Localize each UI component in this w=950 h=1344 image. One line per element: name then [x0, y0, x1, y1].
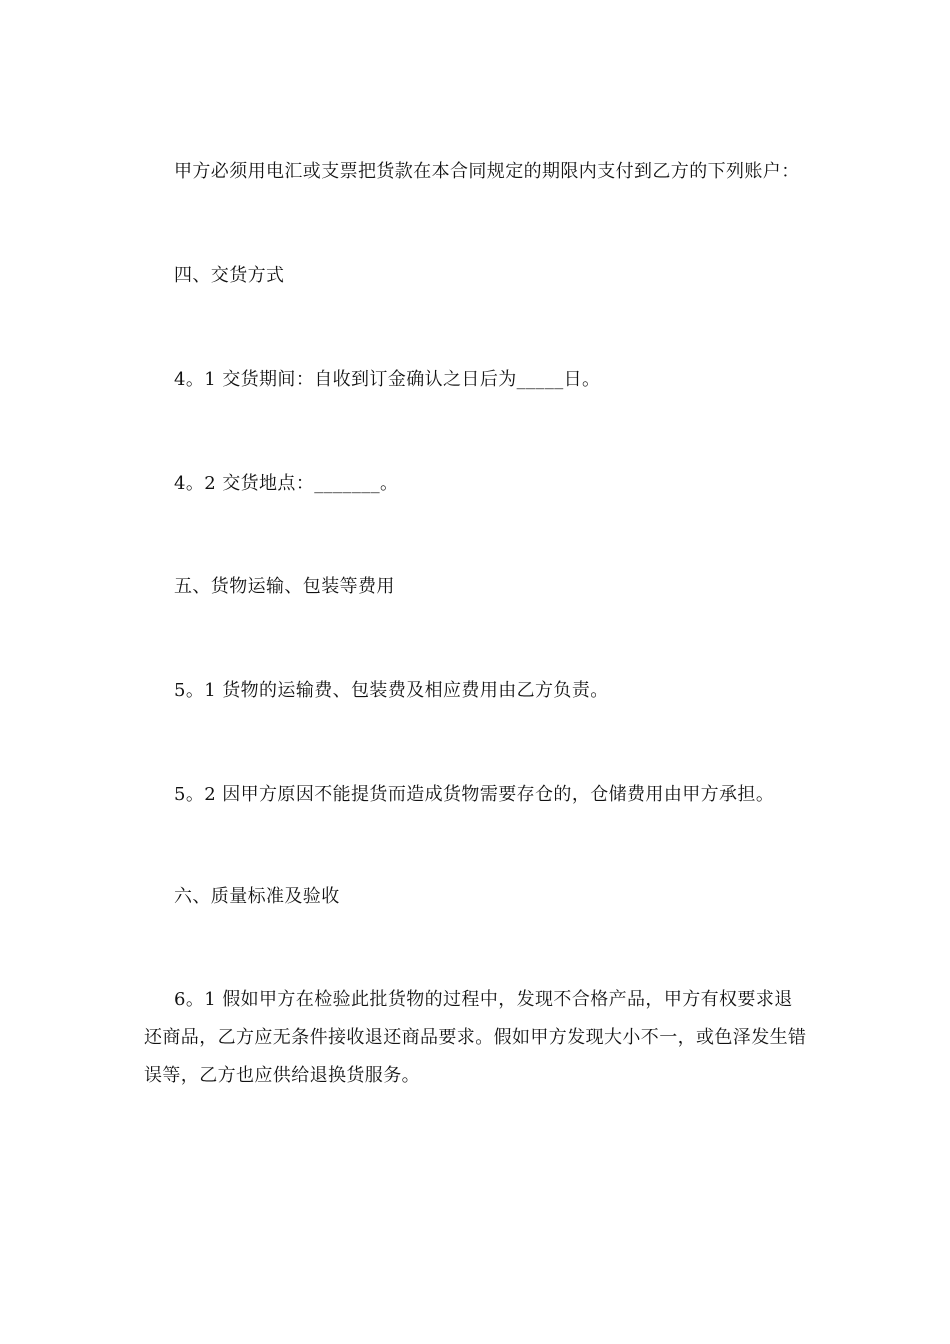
clause-6-1: 6。1 假如甲方在检验此批货物的过程中，发现不合格产品，甲方有权要求退还商品，乙方应无条件接收退还商品要求。假如甲方发现大小不一，或色泽发生错误等，乙方也应供给退换货服务。	[144, 989, 807, 1086]
clause-4-1: 4。1 交货期间：自收到订金确认之日后为_____日。	[174, 369, 601, 390]
payment-note: 甲方必须用电汇或支票把货款在本合同规定的期限内支付到乙方的下列账户：	[174, 161, 800, 182]
clause-5-1: 5。1 货物的运输费、包装费及相应费用由乙方负责。	[174, 680, 609, 701]
section-5-heading: 五、货物运输、包装等费用	[174, 576, 395, 597]
clause-4-2: 4。2 交货地点：_______。	[174, 473, 399, 494]
clause-5-2: 5。2 因甲方原因不能提货而造成货物需要存仓的，仓储费用由甲方承担。	[174, 784, 775, 805]
section-6-heading: 六、质量标准及验收	[174, 886, 340, 907]
section-4-heading: 四、交货方式	[174, 265, 285, 286]
